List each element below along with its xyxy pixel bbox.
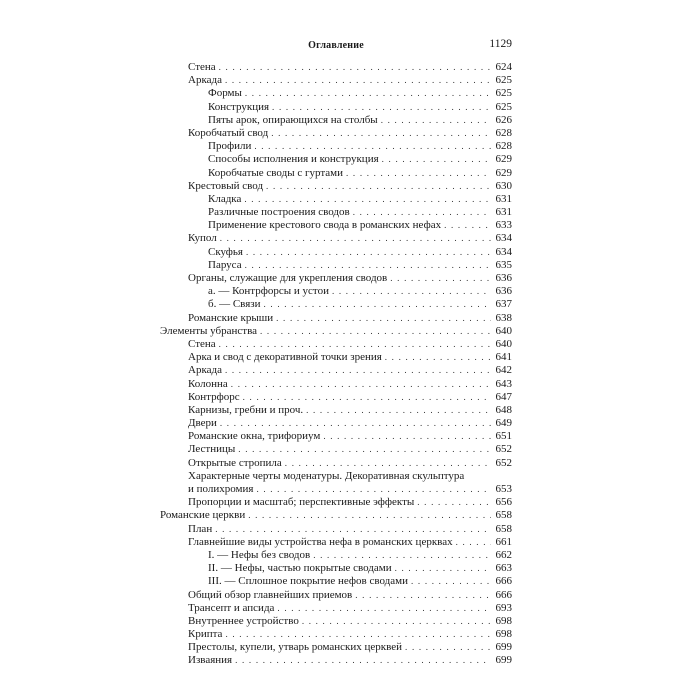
toc-entry-page: 624 bbox=[495, 61, 512, 73]
toc-entry-page: 631 bbox=[495, 192, 512, 205]
toc-entry-page: 649 bbox=[495, 417, 512, 430]
toc-entry-page: 666 bbox=[495, 575, 512, 588]
toc-entry-page: 699 bbox=[495, 641, 512, 654]
dot-leader bbox=[285, 457, 491, 470]
dot-leader bbox=[323, 430, 491, 443]
toc-entry-page: 633 bbox=[495, 219, 512, 232]
toc-entry-label: План bbox=[188, 522, 213, 535]
toc-entry-page: 656 bbox=[495, 496, 512, 509]
dot-leader bbox=[260, 325, 491, 338]
dot-leader bbox=[238, 443, 491, 456]
toc-entry-label: Стена bbox=[188, 61, 216, 73]
dot-leader bbox=[235, 654, 491, 667]
toc-entry-page: 698 bbox=[495, 614, 512, 627]
dot-leader bbox=[245, 259, 491, 272]
dot-leader bbox=[395, 562, 491, 575]
toc-entry bbox=[160, 259, 512, 272]
toc-entry-label: II. — Нефы, частью покрытые сводами bbox=[208, 562, 392, 575]
dot-leader bbox=[411, 575, 491, 588]
toc-entry bbox=[160, 378, 512, 391]
toc-entry-label: Карнизы, гребни и проч. bbox=[188, 403, 304, 416]
toc-entry-page: 625 bbox=[495, 74, 512, 87]
toc-entry-page: 625 bbox=[495, 100, 512, 113]
dot-leader bbox=[302, 615, 491, 628]
toc-entry-label: Романские крыши bbox=[188, 311, 274, 324]
dot-leader bbox=[313, 549, 491, 562]
toc-entry-label: Скуфья bbox=[208, 245, 243, 258]
toc-entry bbox=[160, 180, 512, 193]
toc-entry bbox=[160, 87, 512, 100]
toc-entry-label: Профили bbox=[208, 140, 252, 153]
dot-leader bbox=[225, 364, 491, 377]
toc-entry-label: Формы bbox=[208, 87, 242, 100]
toc-entry-label: Крестовый свод bbox=[188, 179, 264, 192]
dot-leader bbox=[219, 338, 491, 351]
toc-entry bbox=[160, 470, 512, 483]
dot-leader bbox=[353, 206, 491, 219]
dot-leader bbox=[243, 391, 491, 404]
toc-entry-label: Двери bbox=[188, 417, 217, 430]
toc-entry-label: Лестницы bbox=[188, 443, 236, 456]
toc-entry-label: I. — Нефы без сводов bbox=[208, 548, 311, 561]
toc-entry-page: 640 bbox=[495, 324, 512, 337]
toc-entry-label: Пяты арок, опирающихся на столбы bbox=[208, 113, 378, 126]
dot-leader bbox=[219, 61, 491, 74]
toc-entry bbox=[160, 589, 512, 602]
toc-entry bbox=[160, 536, 512, 549]
toc-entry-label: Применение крестового свода в романских нефах bbox=[208, 219, 442, 232]
toc-entry-label: а. — Контрфорсы и устои bbox=[208, 285, 329, 298]
toc-entry-page: 643 bbox=[495, 377, 512, 390]
dot-leader bbox=[271, 127, 491, 140]
toc-entry-label: Способы исполнения и конструкция bbox=[208, 153, 379, 166]
toc-entry bbox=[160, 127, 512, 140]
toc-entry-page: 642 bbox=[495, 364, 512, 377]
toc-entry-page: 641 bbox=[495, 351, 512, 364]
toc-entry bbox=[160, 232, 512, 245]
toc-entry-label: и полихромия bbox=[188, 483, 254, 495]
dot-leader bbox=[215, 523, 491, 536]
toc-entry-page: 652 bbox=[495, 443, 512, 456]
toc-entry-label: Коробчатый свод bbox=[188, 126, 269, 139]
toc-entry-page: 628 bbox=[495, 140, 512, 153]
dot-leader bbox=[266, 180, 491, 193]
toc-entry bbox=[160, 457, 512, 470]
toc-entry-page: 658 bbox=[495, 509, 512, 522]
toc-entry bbox=[160, 654, 512, 667]
page-number: 1129 bbox=[489, 38, 512, 50]
toc-entry-page: 629 bbox=[495, 166, 512, 179]
toc-entry-label: Аркада bbox=[188, 364, 222, 377]
toc-entry bbox=[160, 562, 512, 575]
toc-entry-page: 635 bbox=[495, 258, 512, 271]
toc-entry-page: 658 bbox=[495, 522, 512, 535]
toc-entry-label: Коробчатые своды с гуртами bbox=[208, 166, 344, 179]
toc-entry bbox=[160, 443, 512, 456]
toc-entry-label: Контрфорс bbox=[188, 390, 240, 403]
toc-entry-label: Кладка bbox=[208, 192, 242, 205]
toc-entry bbox=[160, 114, 512, 127]
toc-entry bbox=[160, 509, 512, 522]
toc-entry bbox=[160, 430, 512, 443]
dot-leader bbox=[306, 404, 491, 417]
toc-entry-page: 628 bbox=[495, 126, 512, 139]
toc-entry-label: III. — Сплошное покрытие нефов сводами bbox=[208, 575, 409, 588]
toc-entry bbox=[160, 404, 512, 417]
toc-entry-page: 626 bbox=[495, 113, 512, 126]
toc-entry bbox=[160, 246, 512, 259]
dot-leader bbox=[444, 219, 491, 232]
toc-entry-label: Стена bbox=[188, 337, 216, 350]
toc-entry-label: Престолы, купели, утварь романских церквей bbox=[188, 641, 403, 654]
toc-entry bbox=[160, 206, 512, 219]
toc-entry-label: Аркада bbox=[188, 74, 222, 87]
toc-entry bbox=[160, 364, 512, 377]
toc-entry-label: Арка и свод с декоративной точки зрения bbox=[188, 351, 382, 364]
dot-leader bbox=[332, 285, 491, 298]
toc-entry-label: Открытые стропила bbox=[188, 456, 282, 469]
toc-entry-label: Романские церкви bbox=[160, 509, 246, 522]
toc-entry-page: 637 bbox=[495, 298, 512, 311]
toc-entry bbox=[160, 351, 512, 364]
toc-entry bbox=[160, 61, 512, 74]
toc-entry bbox=[160, 193, 512, 206]
dot-leader bbox=[382, 153, 491, 166]
toc-entry-page: 653 bbox=[495, 483, 512, 495]
toc-entry bbox=[160, 74, 512, 87]
toc-entry-page: 698 bbox=[495, 628, 512, 641]
toc-entry-label: Паруса bbox=[208, 258, 242, 271]
running-title: Оглавление bbox=[308, 40, 364, 51]
toc-entry-page: 636 bbox=[495, 272, 512, 284]
toc-entry bbox=[160, 483, 512, 496]
dot-leader bbox=[381, 114, 491, 127]
toc-entry-page: 638 bbox=[495, 311, 512, 324]
toc-entry bbox=[160, 298, 512, 311]
toc-entry bbox=[160, 167, 512, 180]
dot-leader bbox=[390, 272, 491, 285]
table-of-contents bbox=[160, 61, 512, 668]
toc-entry-label: Романские окна, трифориум bbox=[188, 430, 321, 443]
toc-entry bbox=[160, 496, 512, 509]
dot-leader bbox=[385, 351, 491, 364]
toc-entry-page: 647 bbox=[495, 390, 512, 403]
dot-leader bbox=[246, 246, 491, 259]
toc-entry bbox=[160, 641, 512, 654]
toc-entry-page: 666 bbox=[495, 588, 512, 601]
toc-entry bbox=[160, 615, 512, 628]
toc-entry-page: 640 bbox=[495, 337, 512, 350]
toc-entry-page: 636 bbox=[495, 285, 512, 298]
dot-leader bbox=[231, 378, 491, 391]
dot-leader bbox=[256, 483, 491, 496]
toc-entry-page: 662 bbox=[495, 548, 512, 561]
toc-entry-page: 699 bbox=[495, 654, 512, 667]
dot-leader bbox=[277, 602, 491, 615]
toc-entry-label: Характерные черты моденатуры. Декоративная скульптура bbox=[188, 469, 465, 482]
toc-entry-label: Главнейшие виды устройства нефа в романских церквах bbox=[188, 535, 453, 548]
toc-entry-page: 651 bbox=[495, 430, 512, 443]
dot-leader bbox=[405, 641, 491, 654]
toc-entry-label: Крипта bbox=[188, 628, 223, 641]
dot-leader bbox=[225, 74, 491, 87]
toc-entry-label: Купол bbox=[188, 232, 217, 245]
toc-entry-page: 631 bbox=[495, 206, 512, 219]
toc-entry-page: 652 bbox=[495, 456, 512, 469]
toc-entry bbox=[160, 523, 512, 536]
toc-entry-page: 634 bbox=[495, 232, 512, 245]
toc-entry bbox=[160, 549, 512, 562]
toc-entry bbox=[160, 153, 512, 166]
toc-entry-label: Изваяния bbox=[188, 654, 233, 667]
toc-entry bbox=[160, 417, 512, 430]
dot-leader bbox=[264, 298, 491, 311]
toc-entry bbox=[160, 391, 512, 404]
toc-entry-label: б. — Связи bbox=[208, 298, 261, 311]
toc-entry bbox=[160, 219, 512, 232]
page-header bbox=[160, 38, 512, 54]
toc-entry-label: Общий обзор главнейших приемов bbox=[188, 588, 353, 601]
toc-entry bbox=[160, 101, 512, 114]
dot-leader bbox=[355, 589, 491, 602]
dot-leader bbox=[417, 496, 491, 509]
dot-leader bbox=[225, 628, 491, 641]
toc-entry-label: Элементы убранства bbox=[160, 324, 258, 337]
toc-entry bbox=[160, 285, 512, 298]
toc-entry-page: 693 bbox=[495, 601, 512, 614]
dot-leader bbox=[248, 509, 491, 522]
toc-entry bbox=[160, 140, 512, 153]
toc-entry-page: 634 bbox=[495, 245, 512, 258]
dot-leader bbox=[245, 87, 491, 100]
toc-entry bbox=[160, 325, 512, 338]
toc-entry-label: Конструкция bbox=[208, 100, 270, 113]
dot-leader bbox=[276, 312, 491, 325]
toc-entry-label: Внутреннее устройство bbox=[188, 614, 299, 627]
toc-entry-label: Пропорции и масштаб; перспективные эффекты bbox=[188, 496, 415, 509]
dot-leader bbox=[346, 167, 491, 180]
toc-entry bbox=[160, 338, 512, 351]
toc-entry-label: Органы, служащие для укрепления сводов bbox=[188, 272, 388, 284]
toc-entry-label: Различные построения сводов bbox=[208, 206, 350, 219]
toc-entry bbox=[160, 272, 512, 285]
toc-entry-page: 663 bbox=[495, 562, 512, 575]
toc-entry bbox=[160, 602, 512, 615]
toc-entry-page: 625 bbox=[495, 87, 512, 100]
toc-entry-label: Колонна bbox=[188, 377, 228, 390]
dot-leader bbox=[244, 193, 491, 206]
dot-leader bbox=[272, 101, 491, 114]
toc-entry-page: 648 bbox=[495, 403, 512, 416]
dot-leader bbox=[254, 140, 491, 153]
dot-leader bbox=[220, 232, 491, 245]
dot-leader bbox=[456, 536, 491, 549]
toc-entry-page: 661 bbox=[495, 535, 512, 548]
toc-entry bbox=[160, 628, 512, 641]
toc-entry bbox=[160, 312, 512, 325]
toc-entry bbox=[160, 575, 512, 588]
toc-entry-label: Трансепт и апсида bbox=[188, 601, 275, 614]
toc-entry-page: 629 bbox=[495, 153, 512, 166]
dot-leader bbox=[220, 417, 491, 430]
toc-entry-page: 630 bbox=[495, 179, 512, 192]
